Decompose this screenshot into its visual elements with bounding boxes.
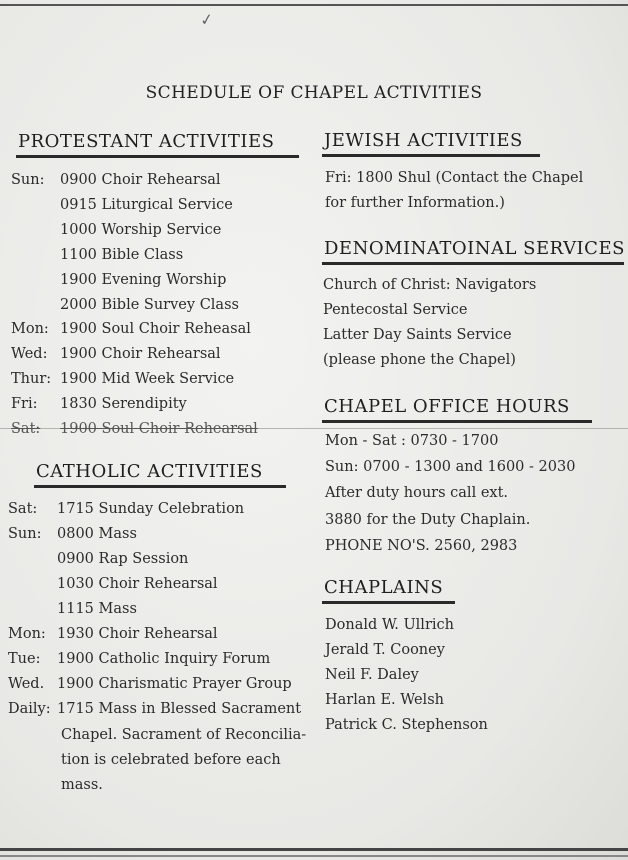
chaplains-heading: CHAPLAINS <box>324 577 444 598</box>
chaplains-heading-rule <box>322 601 455 604</box>
denominational-line: Latter Day Saints Service <box>323 327 512 343</box>
protestant-day-label: Fri: <box>11 396 38 413</box>
catholic-day-label: Mon: <box>8 626 46 642</box>
office-hours-line: Sun: 0700 - 1300 and 1600 - 2030 <box>325 459 576 476</box>
catholic-day-label: Wed. <box>8 676 45 692</box>
chaplain-name: Neil F. Daley <box>325 667 419 683</box>
protestant-schedule-item: 0915 Liturgical Service <box>60 196 233 213</box>
catholic-schedule-item: 1900 Catholic Inquiry Forum <box>57 651 271 667</box>
protestant-schedule-item: 1900 Soul Choir Reheasal <box>60 321 251 338</box>
protestant-schedule-item: 1900 Mid Week Service <box>60 371 235 388</box>
catholic-schedule-item: 1900 Charismatic Prayer Group <box>57 676 292 692</box>
denominational-heading-rule <box>322 262 624 265</box>
chaplain-name: Patrick C. Stephenson <box>325 717 488 733</box>
protestant-schedule-item: 1100 Bible Class <box>60 246 184 263</box>
office-hours-line: After duty hours call ext. <box>325 485 509 502</box>
denominational-heading: DENOMINATOINAL SERVICES <box>324 238 625 259</box>
chaplain-name: Jerald T. Cooney <box>325 642 445 658</box>
catholic-schedule-item: 0800 Mass <box>57 526 137 542</box>
protestant-schedule-item: 0900 Choir Rehearsal <box>60 172 221 188</box>
office-hours-line: Mon - Sat : 0730 - 1700 <box>325 433 499 449</box>
bottom-border-secondary <box>0 855 628 857</box>
bottom-border <box>0 848 628 851</box>
catholic-day-label: Sat: <box>8 501 38 517</box>
catholic-schedule-item: 1930 Choir Rehearsal <box>57 626 218 642</box>
catholic-note-line: mass. <box>61 777 103 793</box>
catholic-note-line: Chapel. Sacrament of Reconcilia- <box>61 727 307 743</box>
office-hours-heading: CHAPEL OFFICE HOURS <box>324 396 570 417</box>
office-hours-line: PHONE NO'S. 2560, 2983 <box>325 537 518 554</box>
protestant-day-label: Sun: <box>11 172 45 188</box>
catholic-day-label: Sun: <box>8 526 42 542</box>
protestant-schedule-item: 1000 Worship Service <box>60 221 222 238</box>
catholic-schedule-item: 1715 Sunday Celebration <box>57 501 245 517</box>
catholic-heading: CATHOLIC ACTIVITIES <box>36 461 263 482</box>
protestant-day-label: Thur: <box>11 371 52 388</box>
chaplain-name: Harlan E. Welsh <box>325 692 444 708</box>
denominational-line: Church of Christ: Navigators <box>323 277 537 293</box>
protestant-schedule-item: 1830 Serendipity <box>60 396 187 413</box>
catholic-day-label: Tue: <box>8 651 41 667</box>
top-border <box>0 4 628 6</box>
page-title: SCHEDULE OF CHAPEL ACTIVITIES <box>145 83 483 103</box>
protestant-schedule-item: 1900 Soul Choir Rehearsal <box>60 421 258 437</box>
office-hours-heading-rule <box>322 420 592 423</box>
protestant-schedule-item: 2000 Bible Survey Class <box>60 296 239 313</box>
catholic-note-line: tion is celebrated before each <box>61 752 281 768</box>
protestant-day-label: Wed: <box>11 346 48 363</box>
check-mark-icon: ✓ <box>198 9 215 30</box>
catholic-day-label: Daily: <box>8 701 51 717</box>
catholic-heading-rule <box>34 485 286 488</box>
catholic-schedule-item: 1115 Mass <box>57 601 137 617</box>
protestant-day-label: Mon: <box>11 321 49 338</box>
denominational-line: (please phone the Chapel) <box>323 352 516 368</box>
jewish-line: Fri: 1800 Shul (Contact the Chapel <box>325 170 584 186</box>
catholic-schedule-item: 1715 Mass in Blessed Sacrament <box>57 701 302 717</box>
protestant-heading: PROTESTANT ACTIVITIES <box>18 131 275 152</box>
jewish-line: for further Information.) <box>325 195 505 211</box>
denominational-line: Pentecostal Service <box>323 302 468 318</box>
office-hours-line: 3880 for the Duty Chaplain. <box>325 511 531 528</box>
protestant-day-label: Sat: <box>11 421 41 437</box>
protestant-schedule-item: 1900 Choir Rehearsal <box>60 346 221 363</box>
catholic-schedule-item: 1030 Choir Rehearsal <box>57 576 218 592</box>
jewish-heading: JEWISH ACTIVITIES <box>324 130 523 151</box>
jewish-heading-rule <box>322 154 540 157</box>
chaplain-name: Donald W. Ullrich <box>325 617 454 633</box>
catholic-schedule-item: 0900 Rap Session <box>57 551 189 567</box>
protestant-schedule-item: 1900 Evening Worship <box>60 271 227 288</box>
protestant-heading-rule <box>16 155 299 158</box>
